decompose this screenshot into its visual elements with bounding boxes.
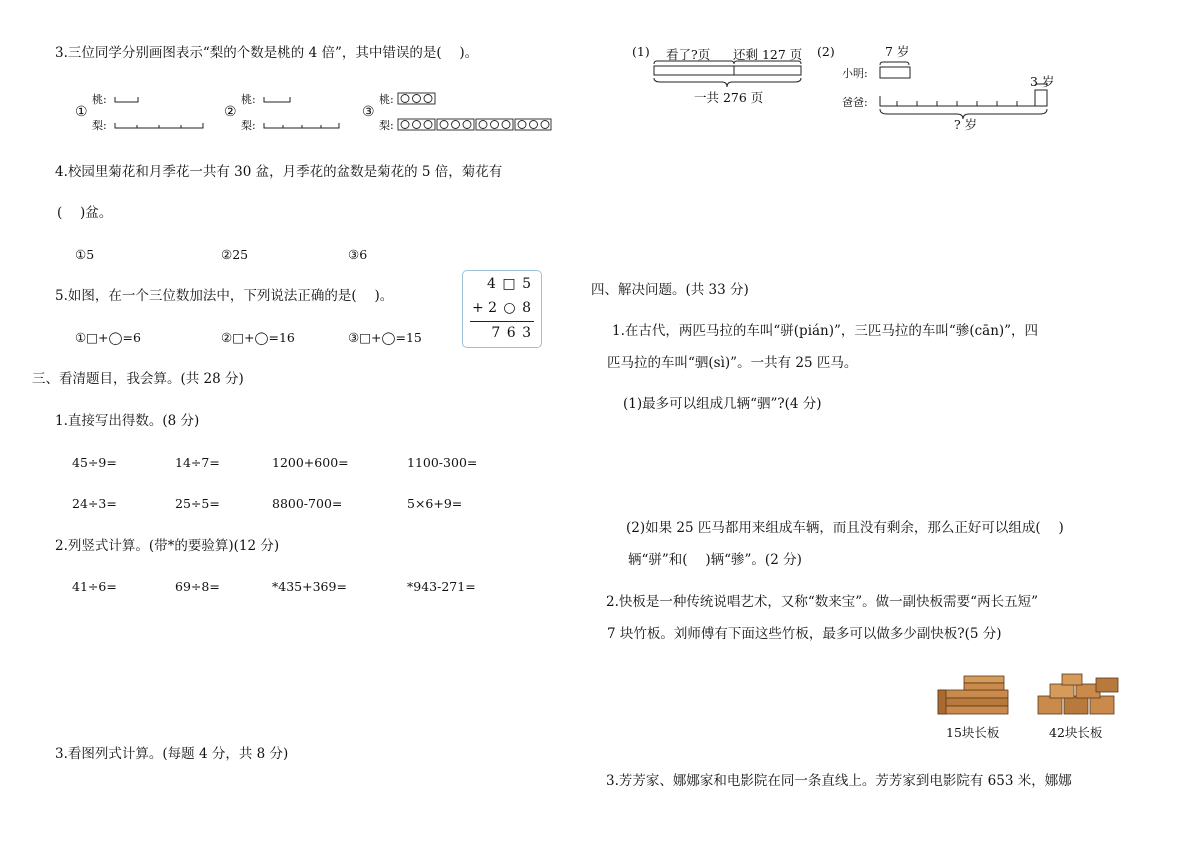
- dad-age-question: ? 岁: [954, 117, 978, 132]
- calc-item: 1100-300=: [407, 455, 478, 470]
- option-number: ②: [224, 104, 237, 120]
- pear-label: 梨:: [92, 119, 107, 132]
- xiaoming-label: 小明:: [842, 67, 868, 80]
- peach-label: 桃:: [92, 93, 107, 106]
- dad-label: 爸爸:: [842, 96, 868, 109]
- remaining-pages-label: 还剩 127 页: [733, 47, 803, 62]
- q1-sub2-line1: (2)如果 25 匹马都用来组成车辆，而且没有剩余，那么正好可以组成( ): [626, 520, 1064, 536]
- q5-text: 5.如图，在一个三位数加法中，下列说法正确的是( )。: [55, 288, 394, 304]
- part-3-title: 3.看图列式计算。(每题 4 分，共 8 分): [55, 746, 289, 762]
- peach-label: 桃:: [241, 93, 256, 106]
- calc-item: 14÷7=: [175, 455, 220, 470]
- pear-label: 梨:: [379, 119, 394, 132]
- q4-line1: 4.校园里菊花和月季花一共有 30 盆，月季花的盆数是菊花的 5 倍，菊花有: [55, 164, 503, 180]
- short-boards-label: 42块长板: [1049, 725, 1103, 740]
- q4-line2: ( )盆。: [57, 205, 113, 221]
- q4-option-2[interactable]: ②25: [221, 247, 249, 262]
- section-3-title: 三、看清题目，我会算。(共 28 分): [32, 371, 244, 387]
- calc-item: 45÷9=: [72, 455, 117, 470]
- addend-row-2: 2 ○ 8: [488, 300, 532, 316]
- q5-option-2[interactable]: ②□+◯=16: [221, 330, 295, 345]
- figure-number: (1): [632, 44, 650, 59]
- option-number: ③: [362, 104, 375, 120]
- pear-label: 梨:: [241, 119, 256, 132]
- long-boards-label: 15块长板: [946, 725, 1000, 740]
- q1-line1: 1.在古代，两匹马拉的车叫“骈(pián)”，三匹马拉的车叫“骖(cān)”，四: [612, 323, 1039, 339]
- ming-age-label: 7 岁: [885, 44, 910, 59]
- part-2-title: 2.列竖式计算。(带*的要验算)(12 分): [55, 538, 280, 554]
- q5-option-3[interactable]: ③□+◯=15: [348, 330, 422, 345]
- total-pages-label: 一共 276 页: [694, 90, 764, 105]
- calc-item: 8800-700=: [272, 496, 343, 511]
- calc-item: 1200+600=: [272, 455, 349, 470]
- q2-line1: 2.快板是一种传统说唱艺术，又称“数来宝”。做一副快板需要“两长五短”: [606, 594, 1038, 610]
- calc-item: 5×6+9=: [407, 496, 463, 511]
- part-1-title: 1.直接写出得数。(8 分): [55, 413, 200, 429]
- q3-text: 3.三位同学分别画图表示“梨的个数是桃的 4 倍”，其中错误的是( )。: [55, 45, 479, 61]
- q4-option-3[interactable]: ③6: [348, 247, 368, 262]
- q1-line2: 匹马拉的车叫“驷(sì)”。一共有 25 匹马。: [607, 355, 858, 371]
- sum-row: 7 6 3: [491, 325, 532, 341]
- calc-item: 25÷5=: [175, 496, 220, 511]
- short-boards-illustration: [1036, 672, 1126, 718]
- calc-item: *435+369=: [272, 579, 347, 594]
- q4-option-1[interactable]: ①5: [75, 247, 95, 262]
- age-segment-diagram: [817, 54, 1067, 134]
- sum-line: [470, 321, 534, 322]
- peach-label: 桃:: [379, 93, 394, 106]
- addend-row-1: 4 □ 5: [487, 276, 532, 292]
- read-pages-label: 看了?页: [666, 47, 711, 62]
- calc-item: 69÷8=: [175, 579, 220, 594]
- extra-years-label: 3 岁: [1030, 74, 1055, 89]
- vertical-addition-figure: [462, 270, 542, 348]
- calc-item: 24÷3=: [72, 496, 117, 511]
- q2-line2: 7 块竹板。刘师傅有下面这些竹板，最多可以做多少副快板?(5 分): [607, 626, 1002, 642]
- q1-sub1: (1)最多可以组成几辆“驷”?(4 分): [623, 396, 822, 412]
- calc-item: *943-271=: [407, 579, 476, 594]
- q3-line1: 3.芳芳家、娜娜家和电影院在同一条直线上。芳芳家到电影院有 653 米，娜娜: [606, 773, 1072, 789]
- line-diagram-2: [817, 44, 1067, 136]
- option-number: ①: [75, 104, 88, 120]
- q1-sub2-line2: 辆“骈”和( )辆“骖”。(2 分): [628, 552, 802, 568]
- section-4-title: 四、解决问题。(共 33 分): [591, 282, 749, 298]
- q5-option-1[interactable]: ①□+◯=6: [75, 330, 141, 345]
- calc-item: 41÷6=: [72, 579, 117, 594]
- figure-number: (2): [817, 44, 835, 59]
- circle-groups: [362, 91, 552, 136]
- plus-sign: +: [472, 300, 484, 316]
- line-diagram-1: [630, 44, 810, 110]
- long-boards-illustration: [936, 672, 1016, 718]
